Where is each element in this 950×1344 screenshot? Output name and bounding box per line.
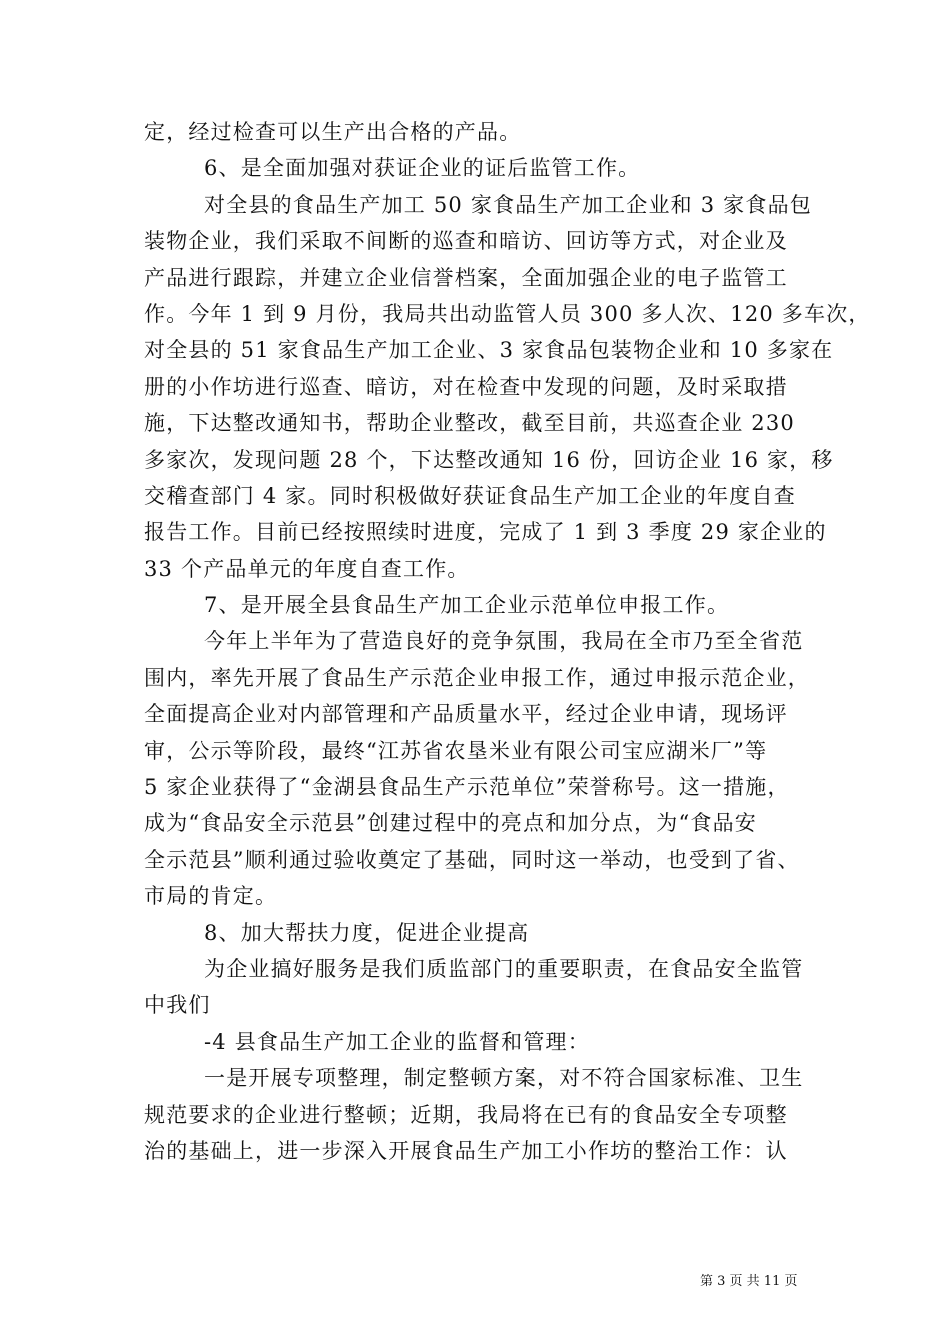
- text-line: 围内，率先开展了食品生产示范企业申报工作，通过申报示范企业，: [144, 665, 810, 690]
- text-line: 一是开展专项整理，制定整顿方案，对不符合国家标准、卫生: [204, 1066, 804, 1091]
- text-line: 全面提高企业对内部管理和产品质量水平，经过企业申请，现场评: [144, 702, 788, 727]
- text-line: 多家次，发现问题 28 个，下达整改通知 16 份，回访企业 16 家，移: [144, 447, 834, 472]
- text-line: 定，经过检查可以生产出合格的产品。: [144, 120, 522, 144]
- page-number: 第 3 页 共 11 页: [700, 1274, 798, 1289]
- text-line: 产品进行跟踪，并建立企业信誉档案，全面加强企业的电子监管工: [144, 265, 788, 290]
- text-line: 装物企业，我们采取不间断的巡查和暗访、回访等方式，对企业及: [144, 229, 788, 254]
- text-line: 6、是全面加强对获证企业的证后监管工作。: [204, 156, 641, 181]
- text-line: 作。今年 1 到 9 月份，我局共出动监管人员 300 多人次、120 多车次，: [144, 301, 871, 326]
- text-line: 33 个产品单元的年度自查工作。: [144, 556, 470, 581]
- text-line: 治的基础上，进一步深入开展食品生产加工小作坊的整治工作：认: [144, 1138, 788, 1163]
- text-line: 7、是开展全县食品生产加工企业示范单位申报工作。: [204, 593, 730, 618]
- text-line: 5 家企业获得了“金湖县食品生产示范单位”荣誉称号。这一措施，: [144, 775, 790, 800]
- text-line: -4 县食品生产加工企业的监督和管理：: [204, 1029, 590, 1054]
- text-line: 报告工作。目前已经按照续时进度，完成了 1 到 3 季度 29 家企业的: [144, 520, 827, 545]
- text-line: 市局的肯定。: [144, 884, 278, 909]
- text-line: 为企业搞好服务是我们质监部门的重要职责，在食品安全监管: [204, 956, 804, 981]
- body-text: [144, 114, 871, 1169]
- text-line: 册的小作坊进行巡查、暗访，对在检查中发现的问题，及时采取措: [144, 374, 788, 399]
- text-line: 今年上半年为了营造良好的竞争氛围，我局在全市乃至全省范: [204, 629, 804, 654]
- text-line: 对全县的食品生产加工 50 家食品生产加工企业和 3 家食品包: [204, 192, 812, 217]
- text-line: 审，公示等阶段，最终“江苏省农垦米业有限公司宝应湖米厂”等: [144, 738, 768, 763]
- text-line: 交稽查部门 4 家。同时积极做好获证食品生产加工企业的年度自查: [144, 483, 796, 508]
- text-line: 对全县的 51 家食品生产加工企业、3 家食品包装物企业和 10 多家在: [144, 338, 834, 363]
- text-line: 全示范县”顺利通过验收奠定了基础，同时这一举动，也受到了省、: [144, 847, 800, 872]
- text-line: 规范要求的企业进行整顿；近期，我局将在已有的食品安全专项整: [144, 1102, 788, 1127]
- text-line: 成为“食品安全示范县”创建过程中的亮点和加分点，为“食品安: [144, 811, 758, 836]
- text-line: 施，下达整改通知书，帮助企业整改，截至目前，共巡查企业 230: [144, 411, 795, 436]
- text-line: 中我们: [144, 993, 211, 1018]
- text-line: 8、加大帮扶力度，促进企业提高: [204, 920, 530, 945]
